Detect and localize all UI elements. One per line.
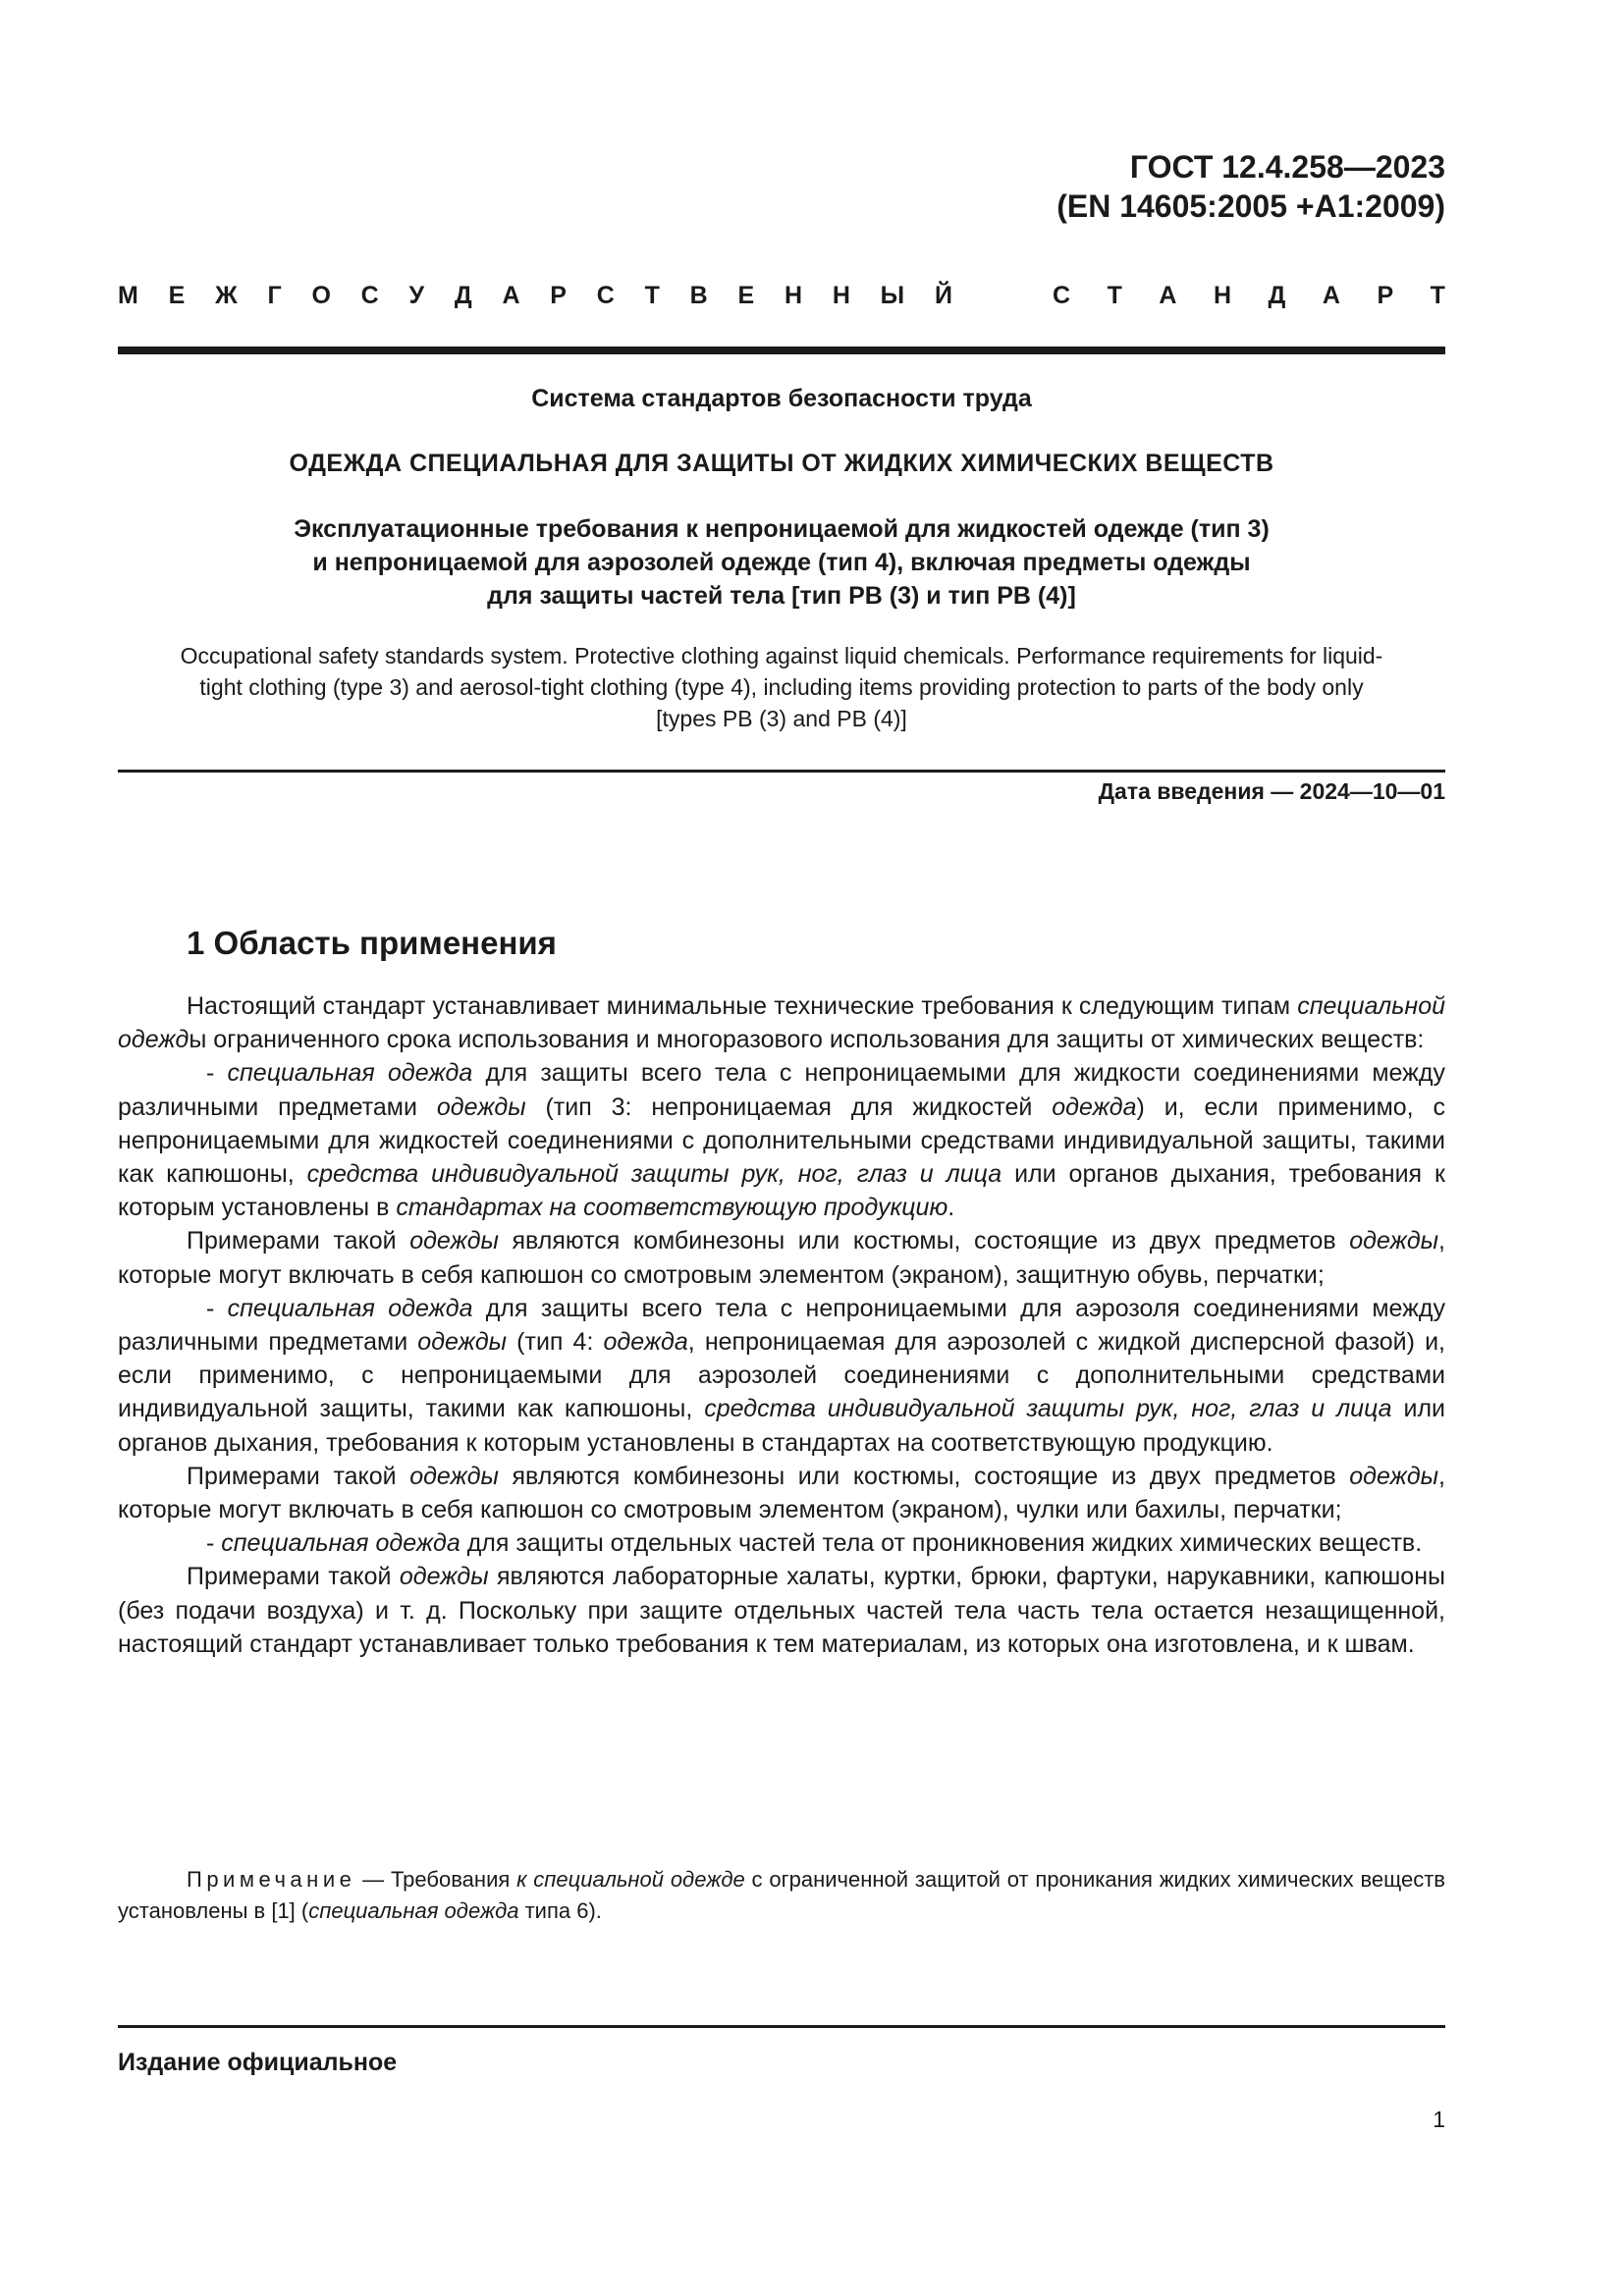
subtitle-line: для защиты частей тела [тип PB (3) и тип PB (4)] xyxy=(487,582,1076,610)
gost-number: ГОСТ 12.4.258—2023 xyxy=(1129,149,1445,185)
banner-letter: Т xyxy=(1107,282,1122,309)
text-run: , которые могут включать в себя капюшон со смотровым элементом (экраном), чулки или бахилы, перчатки; xyxy=(118,1462,1445,1524)
standard-designation xyxy=(118,147,1445,226)
series-title: Система стандартов безопасности труда xyxy=(531,385,1032,412)
banner-letter: Д xyxy=(454,282,472,309)
italic-term: средства индивидуальной защиты рук, ног, глаз и лица xyxy=(306,1160,1002,1189)
text-run: - xyxy=(206,1059,228,1088)
banner-letter: Р xyxy=(550,282,567,309)
text-run: , непроницаемая для аэрозолей с жидкой дисперсной фазой) и, если применимо, с непроницаемыми для аэрозолей соединениями с дополнительными средствами индивидуальной защиты, такими как капюшоны, xyxy=(118,1328,1445,1423)
footer-rule xyxy=(118,2025,1445,2028)
italic-term: одежды xyxy=(417,1328,508,1357)
banner-letter: Н xyxy=(1213,282,1232,309)
list-item xyxy=(118,1526,1445,1560)
banner-letter: С xyxy=(360,282,379,309)
banner-letter: Р xyxy=(1377,282,1394,309)
text-run: , которые могут включать в себя капюшон со смотровым элементом (экраном), защитную обувь, перчатки; xyxy=(118,1227,1445,1289)
banner-letter: Е xyxy=(737,282,755,309)
italic-term: одежды xyxy=(1349,1462,1439,1490)
text-run: для защиты всего тела с непроницаемыми для жидкости соединениями между различными предметами xyxy=(118,1059,1445,1121)
english-title-line: tight clothing (type 3) and aerosol-tight clothing (type 4), including items providing protection to parts of the body only xyxy=(199,674,1364,700)
list-item xyxy=(118,1056,1445,1224)
text-run: или органов дыхания, требования к которым установлены в стандартах на соответствующую продукцию. xyxy=(118,1395,1446,1457)
banner-letter: А xyxy=(1159,282,1177,309)
text-run: для защиты всего тела с непроницаемыми для аэрозоля соединениями между различными предметами xyxy=(118,1294,1445,1357)
english-title-line: Occupational safety standards system. Protective clothing against liquid chemicals. Performance requirements for liquid- xyxy=(180,643,1383,668)
interstate-standard-banner xyxy=(118,282,1445,310)
document-title: ОДЕЖДА СПЕЦИАЛЬНАЯ ДЛЯ ЗАЩИТЫ ОТ ЖИДКИХ ХИМИЧЕСКИХ ВЕЩЕСТВ xyxy=(289,450,1274,477)
text-run: или органов дыхания, требования к которым установлены в xyxy=(118,1160,1445,1222)
section-body xyxy=(118,989,1445,1661)
paragraph xyxy=(118,1560,1445,1661)
paragraph xyxy=(118,1460,1445,1526)
english-title xyxy=(118,640,1445,734)
banner-letter: А xyxy=(502,282,520,309)
italic-term: специальная одежда xyxy=(227,1294,473,1322)
text-run: с ограниченной защитой от проникания жидких химических веществ установлены в [1] ( xyxy=(118,1867,1445,1923)
banner-letter: Е xyxy=(168,282,186,309)
italic-term: к специальной одежде xyxy=(516,1867,745,1892)
paragraph xyxy=(118,989,1445,1056)
text-run: (тип 4: xyxy=(507,1328,604,1357)
text-run: Настоящий стандарт устанавливает минимальные технические требования к следующим типам xyxy=(187,992,1298,1020)
italic-term: одежда xyxy=(1052,1093,1137,1121)
italic-term: одежды xyxy=(409,1227,499,1255)
banner-letter: Н xyxy=(832,282,850,309)
en-equivalent: (EN 14605:2005 +A1:2009) xyxy=(1056,188,1445,224)
text-run: . xyxy=(947,1194,955,1222)
text-run: Примерами такой xyxy=(187,1227,410,1255)
italic-term: специальная одежда xyxy=(227,1059,473,1088)
italic-term: средства индивидуальной защиты рук, ног, глаз и лица xyxy=(704,1395,1392,1423)
subtitle-line: и непроницаемой для аэрозолей одежде (тип 4), включая предметы одежды xyxy=(312,549,1251,576)
italic-term: специальная одежда xyxy=(308,1898,519,1923)
italic-term: специальная одежда xyxy=(221,1529,460,1558)
banner-letter: У xyxy=(408,282,425,309)
document-subtitle xyxy=(118,512,1445,613)
text-run: ы ограниченного срока использования и многоразового использования для защиты от химических веществ: xyxy=(189,1026,1425,1054)
banner-letter: Ы xyxy=(880,282,905,309)
banner-letter: А xyxy=(1322,282,1340,309)
note-label: Примечание xyxy=(187,1867,356,1892)
subtitle-line: Эксплуатационные требования к непроницаемой для жидкостей одежде (тип 3) xyxy=(294,515,1270,543)
introduction-date: Дата введения — 2024—10—01 xyxy=(1098,778,1445,804)
italic-term: одежды xyxy=(1349,1227,1439,1255)
text-run: Примерами такой xyxy=(187,1563,400,1591)
italic-term: одежды xyxy=(399,1563,489,1591)
banner-letter: Н xyxy=(784,282,803,309)
text-run: типа 6). xyxy=(518,1898,602,1923)
text-run: являются лабораторные халаты, куртки, брюки, фартуки, нарукавники, капюшоны (без подачи воздуха) и т. д. Поскольку при защите отдельных частей тела часть тела остается незащищенной, настоящий стандарт устанавливает только требования к тем материалам, из которых она изготовлена, и к швам. xyxy=(118,1563,1445,1658)
text-run: — Требования xyxy=(355,1867,517,1892)
banner-letter: Й xyxy=(934,282,952,309)
banner-letter: Т xyxy=(1430,282,1445,309)
banner-letter: Г xyxy=(267,282,282,309)
italic-term: специальной одежд xyxy=(118,992,1445,1054)
text-run: - xyxy=(206,1294,228,1322)
banner-letter: С xyxy=(1053,282,1071,309)
page-number: 1 xyxy=(1433,2107,1445,2132)
official-edition-label: Издание официальное xyxy=(118,2049,398,2076)
text-run: являются комбинезоны или костюмы, состоящие из двух предметов xyxy=(498,1227,1350,1255)
text-run: Примерами такой xyxy=(187,1462,410,1490)
text-run: - xyxy=(206,1529,222,1558)
interstate-word xyxy=(118,282,952,310)
banner-letter: М xyxy=(118,282,138,309)
english-title-line: [types PB (3) and PB (4)] xyxy=(656,706,907,731)
paragraph xyxy=(118,1224,1445,1291)
text-run: ) и, если применимо, с непроницаемыми для жидкостей соединениями с дополнительными средствами индивидуальной защиты, такими как капюшоны, xyxy=(118,1093,1445,1189)
italic-term: стандартах на соответствующую продукцию xyxy=(396,1194,948,1222)
banner-letter: Ж xyxy=(215,282,238,309)
standard-word xyxy=(1053,282,1445,310)
text-run: (тип 3: непроницаемая для жидкостей xyxy=(525,1093,1053,1121)
banner-letter: С xyxy=(596,282,615,309)
list-item xyxy=(118,1292,1445,1460)
banner-letter: Д xyxy=(1268,282,1286,309)
text-run: являются комбинезоны или костюмы, состоящие из двух предметов xyxy=(498,1462,1350,1490)
title-rule xyxy=(118,770,1445,773)
note xyxy=(118,1864,1445,1927)
banner-letter: В xyxy=(689,282,708,309)
banner-letter: Т xyxy=(644,282,660,309)
text-run: для защиты отдельных частей тела от проникновения жидких химических веществ. xyxy=(460,1529,1423,1558)
banner-letter: О xyxy=(311,282,331,309)
italic-term: одежда xyxy=(603,1328,688,1357)
header-rule xyxy=(118,347,1445,354)
italic-term: одежды xyxy=(409,1462,499,1490)
section-heading: 1 Область применения xyxy=(187,925,557,961)
italic-term: одежды xyxy=(436,1093,526,1121)
